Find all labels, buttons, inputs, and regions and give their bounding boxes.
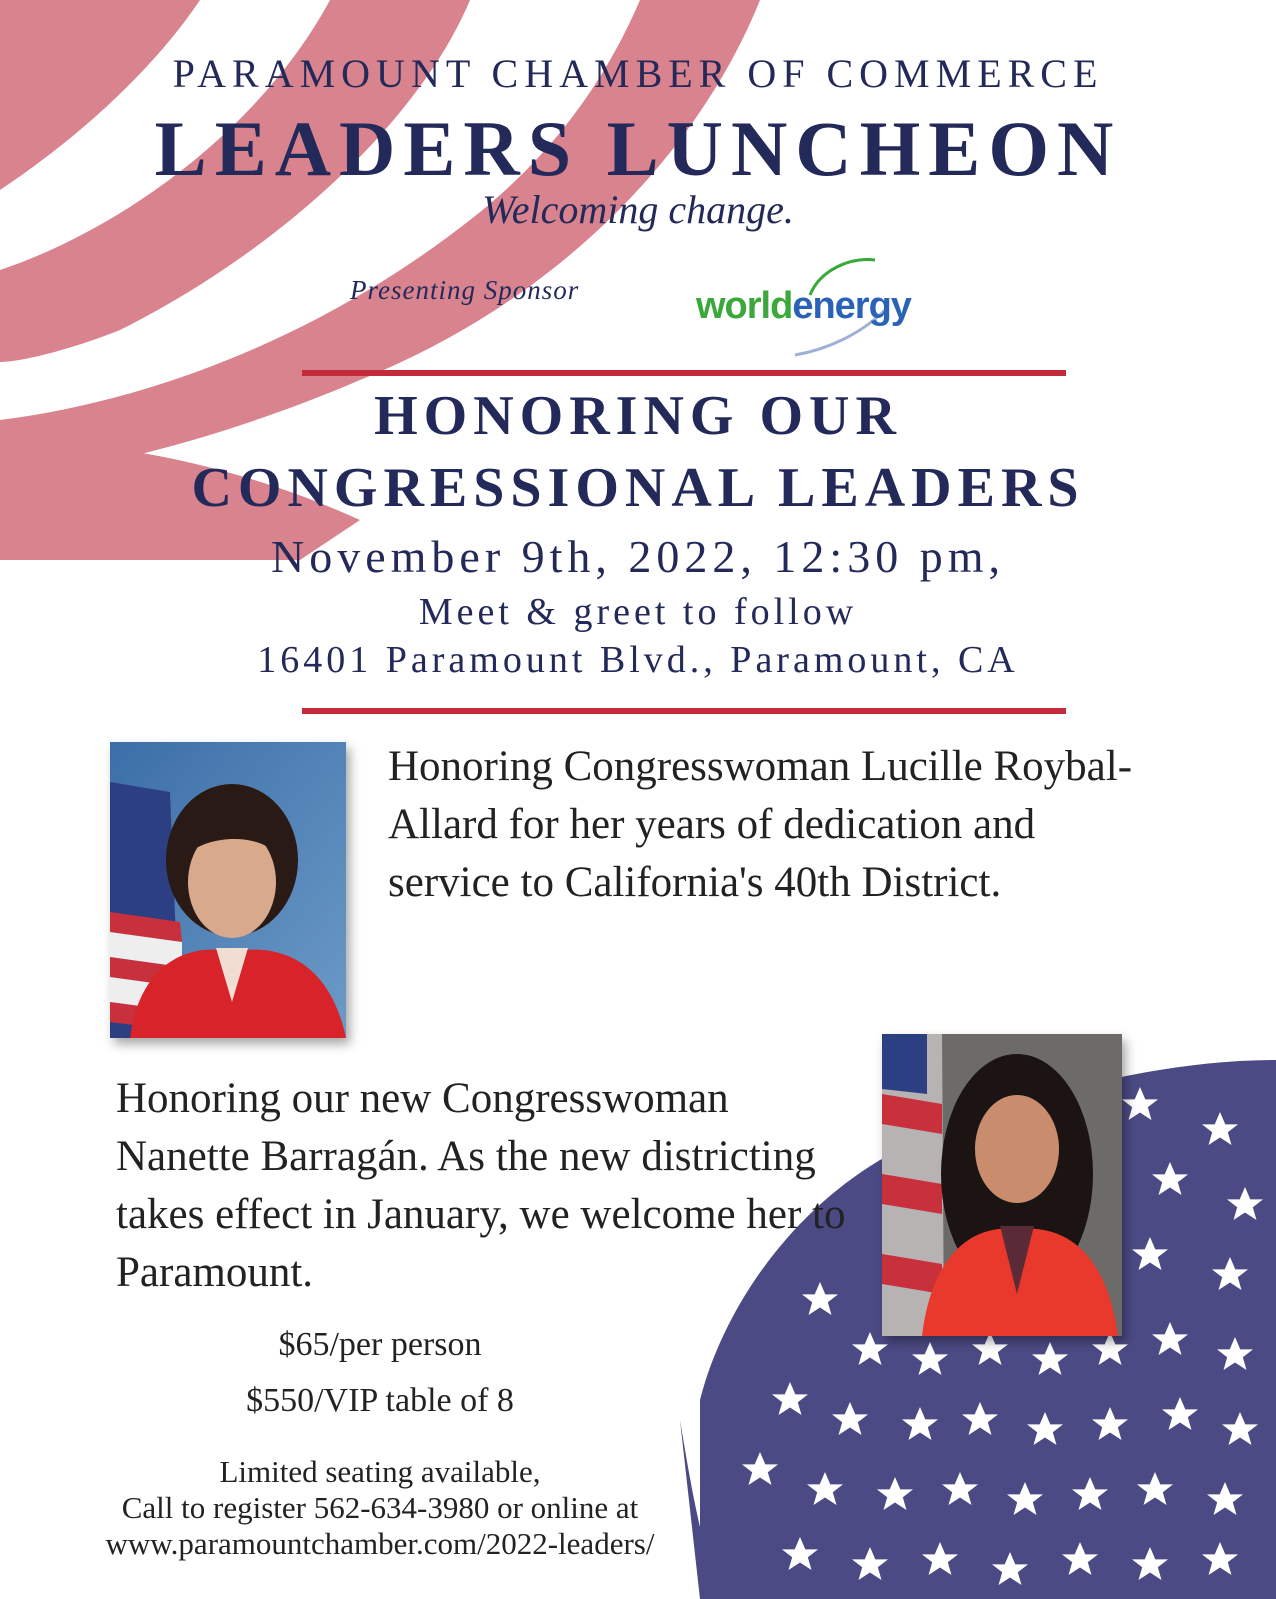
divider-top <box>302 370 1066 376</box>
sponsor-label: Presenting Sponsor <box>350 275 580 305</box>
honoring-title-line2: CONGRESSIONAL LEADERS <box>191 457 1085 519</box>
registration-url[interactable]: www.paramountchamber.com/2022-leaders/ <box>105 1526 655 1561</box>
price-per-person: $65/per person <box>278 1326 482 1363</box>
sponsor-logo <box>690 255 950 365</box>
honoring-title-line1: HONORING OUR <box>374 385 902 447</box>
organization-name: PARAMOUNT CHAMBER OF COMMERCE <box>172 51 1104 96</box>
meet-greet-note: Meet & greet to follow <box>418 591 858 633</box>
event-date-time: November 9th, 2022, 12:30 pm, <box>271 531 1005 582</box>
portrait-photo-2 <box>882 1034 1122 1336</box>
price-vip-table: $550/VIP table of 8 <box>246 1382 514 1419</box>
event-tagline: Welcoming change. <box>482 187 794 232</box>
portrait-photo-1 <box>110 742 346 1038</box>
logo-word-energy: energy <box>792 285 911 327</box>
honoree-2-description: Honoring our new Congresswoman Nanette Barragán. As the new districting takes effect in January, we welcome her to Paramount. <box>116 1075 846 1296</box>
event-address: 16401 Paramount Blvd., Paramount, CA <box>257 639 1019 681</box>
divider-bottom <box>302 708 1066 714</box>
seating-note: Limited seating available, <box>219 1454 541 1489</box>
registration-phone: Call to register 562-634-3980 or online at <box>121 1490 639 1525</box>
honoree-1-description: Honoring Congresswoman Lucille Roybal-Allard for her years of dedication and service to California's 40th District. <box>388 743 1133 906</box>
event-title: LEADERS LUNCHEON <box>154 105 1122 192</box>
logo-word-world: world <box>696 285 793 327</box>
